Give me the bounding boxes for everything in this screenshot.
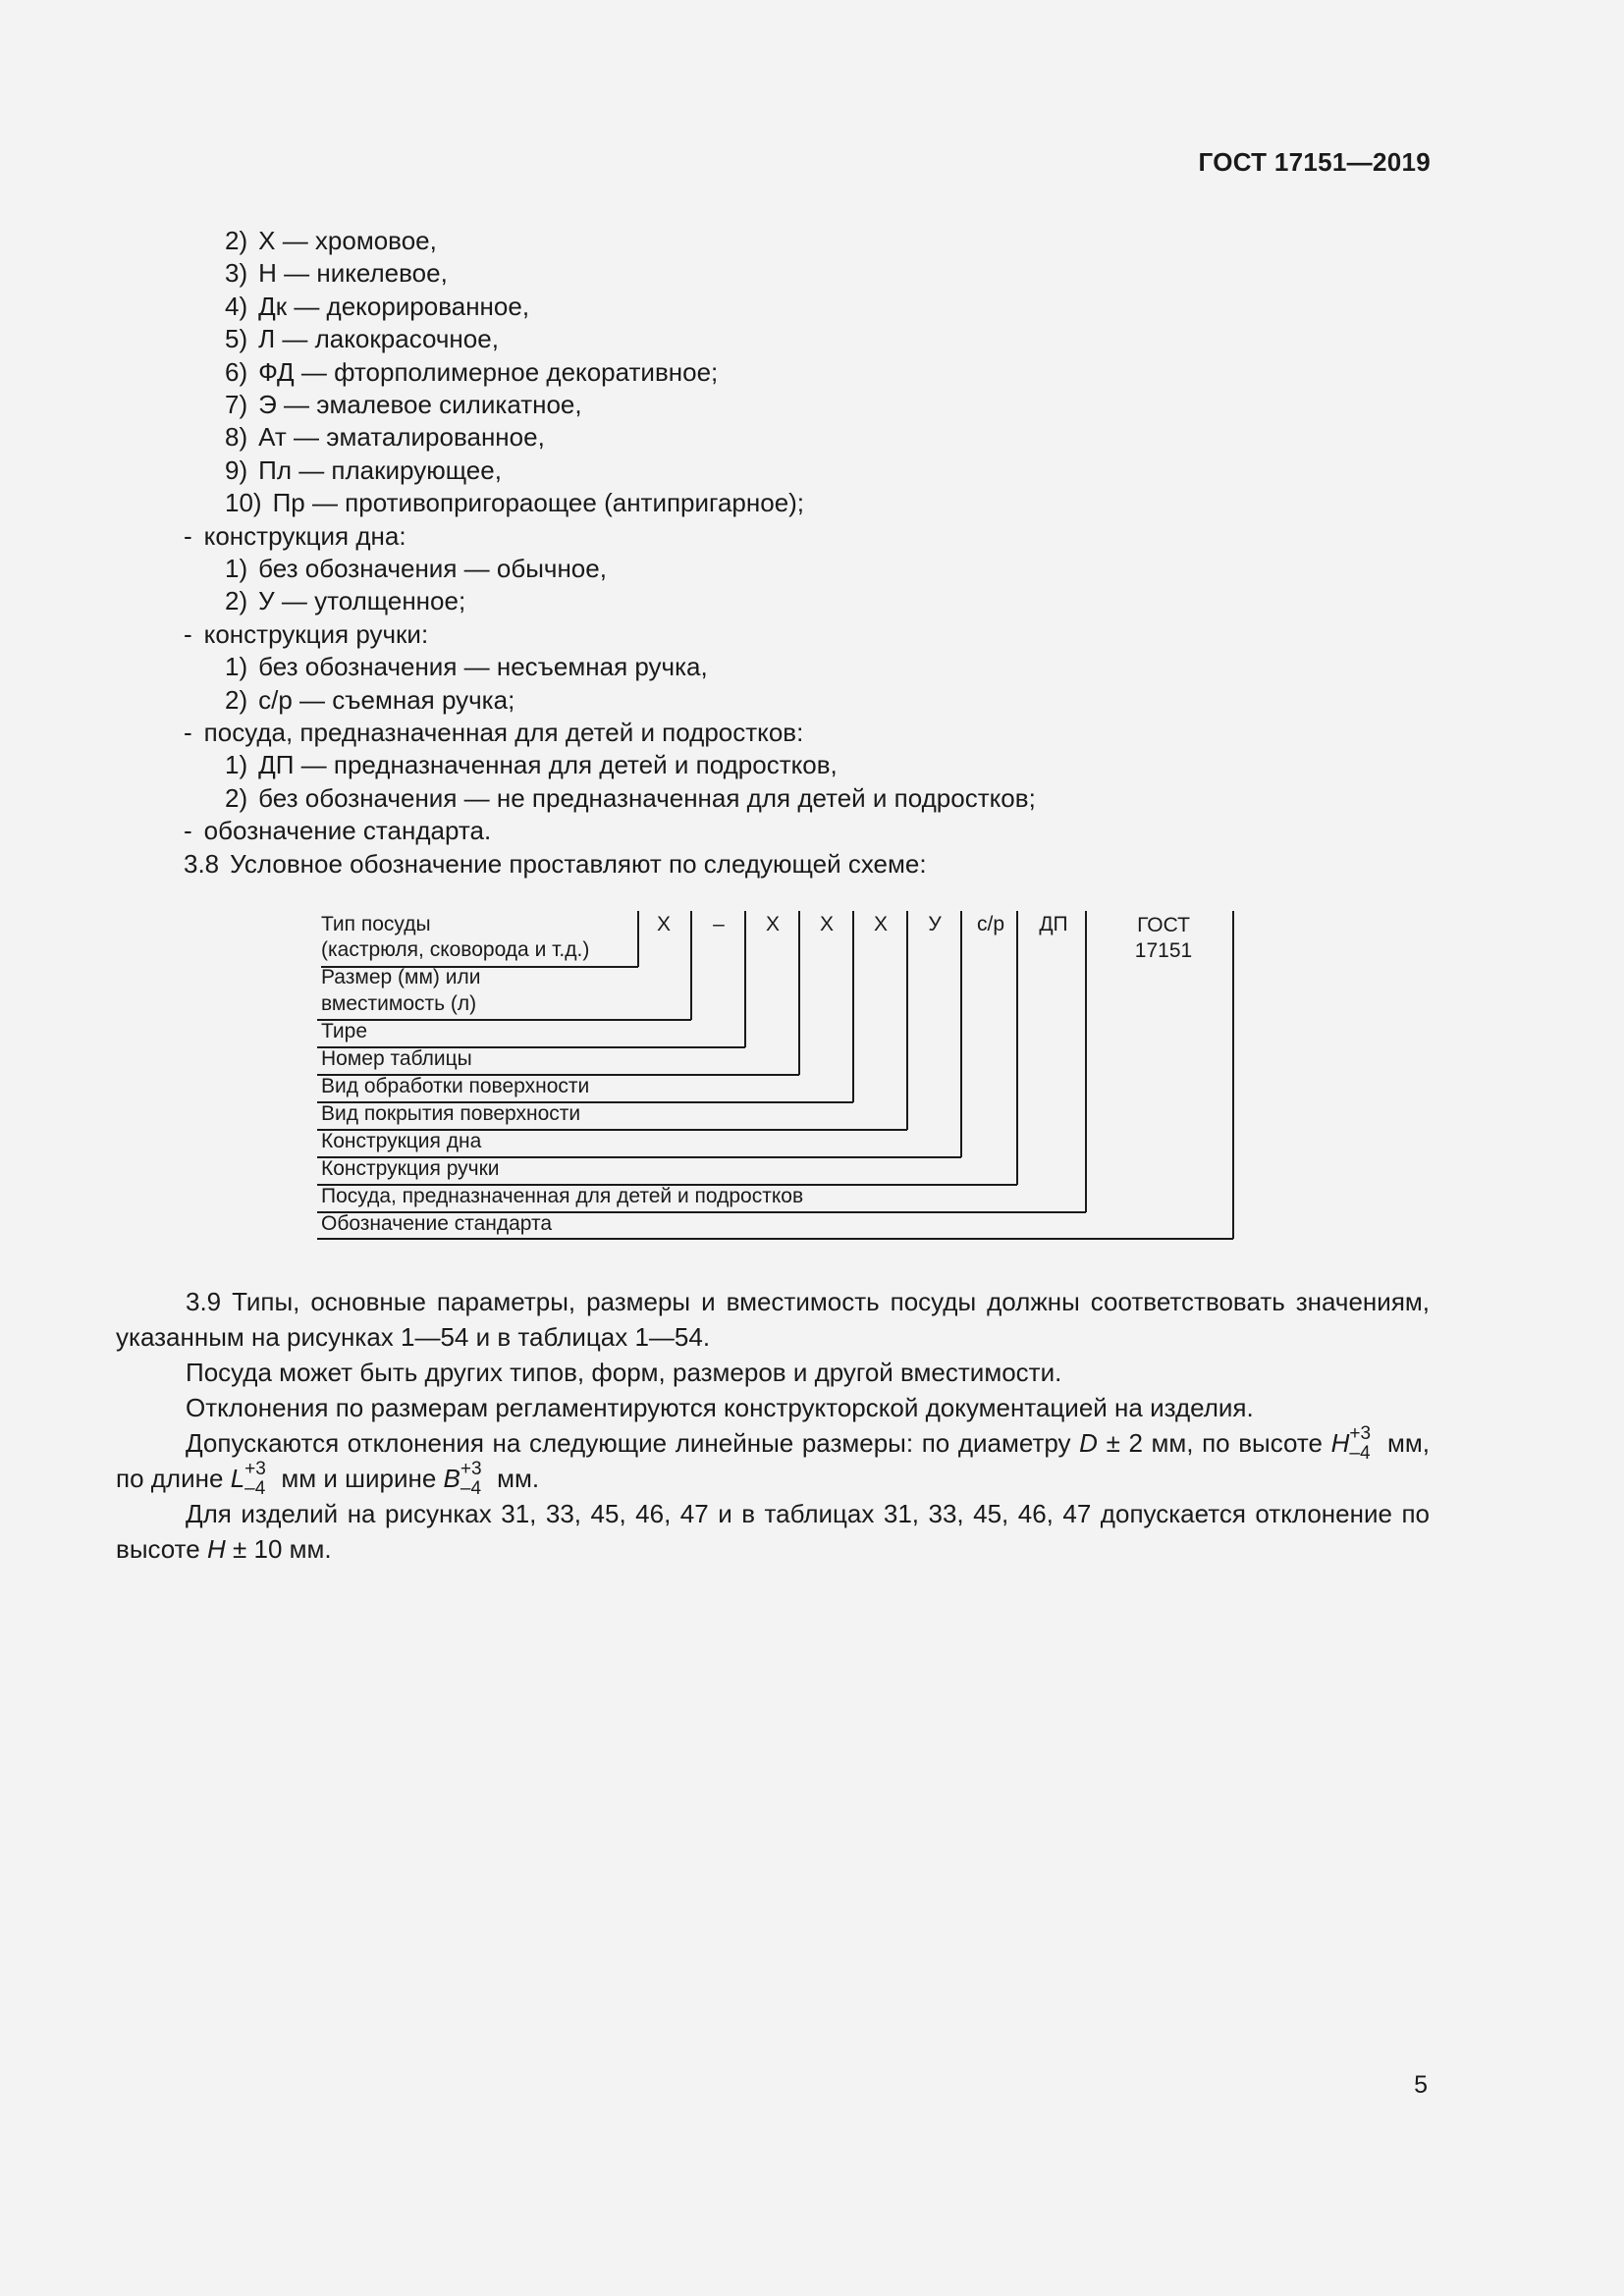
page-number: 5 bbox=[1414, 2071, 1428, 2099]
list-item bbox=[225, 292, 529, 321]
list-marker: 6) bbox=[225, 357, 248, 387]
list-marker: 2) bbox=[225, 586, 248, 615]
scheme-label: Конструкция ручки bbox=[321, 1157, 500, 1180]
list-item bbox=[225, 390, 582, 419]
scheme-label: Посуда, предназначенная для детей и подростков bbox=[321, 1185, 804, 1207]
scheme-label: Вид покрытия поверхности bbox=[321, 1102, 581, 1125]
list-item bbox=[225, 685, 514, 715]
list-text: без обозначения — не предназначенная для детей и подростков; bbox=[258, 783, 1036, 813]
list-text: У — утолщенное; bbox=[258, 586, 466, 615]
scheme-code: Х bbox=[765, 913, 780, 935]
scheme-code: ДП bbox=[1039, 913, 1068, 935]
paragraph-text: Допускаются отклонения на следующие линейные размеры: по диаметру bbox=[186, 1428, 1071, 1458]
scheme-code: с/р bbox=[976, 913, 1004, 935]
list-item bbox=[225, 750, 838, 779]
document-header: ГОСТ 17151—2019 bbox=[1198, 147, 1431, 177]
list-marker: 9) bbox=[225, 455, 248, 485]
paragraph-text: мм, по длине bbox=[116, 1428, 1430, 1493]
list-item bbox=[225, 258, 448, 288]
tol-upper: +3 bbox=[460, 1459, 482, 1479]
list-text: Н — никелевое, bbox=[258, 258, 448, 288]
scheme-label: Вид обработки поверхности bbox=[321, 1075, 590, 1097]
paragraph-tolerances bbox=[116, 1423, 1430, 1499]
list-marker: - bbox=[184, 619, 192, 649]
tolerance bbox=[1349, 1423, 1379, 1464]
list-marker: - bbox=[184, 521, 192, 551]
list-item bbox=[225, 554, 607, 583]
list-text: обозначение стандарта. bbox=[203, 816, 492, 845]
list-text: Х — хромовое, bbox=[258, 226, 437, 255]
paragraph-text: Для изделий на рисунках 31, 33, 45, 46, 47 и в таблицах 31, 33, 45, 46, 47 допускается отклонение по высоте bbox=[116, 1499, 1430, 1564]
scheme-code: У bbox=[928, 913, 942, 935]
list-marker: 7) bbox=[225, 390, 248, 419]
list-marker: 2) bbox=[225, 685, 248, 715]
symbol-h: H bbox=[207, 1534, 226, 1564]
list-marker: 1) bbox=[225, 652, 248, 681]
scheme-label: Конструкция дна bbox=[321, 1130, 482, 1152]
scheme-code: Х bbox=[873, 913, 888, 935]
list-marker: 2) bbox=[225, 783, 248, 813]
list-item bbox=[225, 422, 545, 452]
tol-lower: –4 bbox=[244, 1478, 266, 1499]
list-text: без обозначения — несъемная ручка, bbox=[258, 652, 708, 681]
scheme-gost-line1: ГОСТ bbox=[1137, 914, 1190, 936]
list-text: Дк — декорированное, bbox=[258, 292, 530, 321]
tol-upper: +3 bbox=[244, 1459, 266, 1479]
list-marker: - bbox=[184, 816, 192, 845]
scheme-code: Х bbox=[656, 913, 671, 935]
list-item bbox=[225, 586, 465, 615]
list-text: посуда, предназначенная для детей и подростков: bbox=[203, 718, 804, 747]
symbol-l: L bbox=[230, 1464, 245, 1493]
list-heading bbox=[184, 816, 491, 845]
tol-lower: –4 bbox=[1349, 1443, 1371, 1464]
list-text: Пр — противопригораощее (антипригарное); bbox=[272, 488, 805, 517]
scheme-gost-line2: 17151 bbox=[1134, 939, 1193, 962]
list-text: конструкция ручки: bbox=[203, 619, 429, 649]
list-marker: - bbox=[184, 718, 192, 747]
list-marker: 1) bbox=[225, 554, 248, 583]
paragraph-text: мм. bbox=[497, 1464, 540, 1493]
paragraph-text: мм и ширине bbox=[281, 1464, 437, 1493]
scheme-label: Номер таблицы bbox=[321, 1047, 472, 1070]
paragraph-text: Отклонения по размерам регламентируются конструкторской документацией на изделия. bbox=[186, 1393, 1254, 1422]
list-text: конструкция дна: bbox=[203, 521, 406, 551]
list-text: ДП — предназначенная для детей и подростков, bbox=[258, 750, 838, 779]
list-text: с/р — съемная ручка; bbox=[258, 685, 515, 715]
scheme-code: Х bbox=[819, 913, 834, 935]
list-marker: 3.8 bbox=[184, 849, 220, 879]
list-marker: 10) bbox=[225, 488, 262, 517]
scheme-gost bbox=[1114, 913, 1213, 964]
paragraph-text: ± 10 мм. bbox=[233, 1534, 332, 1564]
scheme-label: Тире bbox=[321, 1020, 367, 1042]
list-text: Пл — плакирующее, bbox=[258, 455, 502, 485]
symbol-b: B bbox=[443, 1464, 460, 1493]
section-heading bbox=[184, 849, 927, 879]
list-item bbox=[225, 324, 499, 353]
designation-scheme bbox=[309, 908, 1247, 1252]
list-heading bbox=[184, 619, 428, 649]
tolerance bbox=[460, 1459, 490, 1499]
paragraph bbox=[116, 1496, 1430, 1567]
list-marker: 5) bbox=[225, 324, 248, 353]
list-text: Э — эмалевое силикатное, bbox=[258, 390, 582, 419]
scheme-label: (кастрюля, сковорода и т.д.) bbox=[321, 938, 590, 961]
paragraph-text: Посуда может быть других типов, форм, размеров и другой вместимости. bbox=[186, 1358, 1062, 1387]
list-item bbox=[225, 783, 1036, 813]
paragraph bbox=[116, 1390, 1430, 1425]
list-heading bbox=[184, 521, 406, 551]
list-marker: 2) bbox=[225, 226, 248, 255]
list-text: Л — лакокрасочное, bbox=[258, 324, 499, 353]
tol-upper: +3 bbox=[1349, 1423, 1372, 1444]
paragraph-text: ± 2 мм, по высоте bbox=[1106, 1428, 1323, 1458]
list-marker: 1) bbox=[225, 750, 248, 779]
list-item bbox=[225, 652, 708, 681]
paragraph-text: 3.9 Типы, основные параметры, размеры и вместимость посуды должны соответствовать значениям, указанным на рисунках 1—54 и в таблицах 1—54. bbox=[116, 1287, 1430, 1352]
paragraph bbox=[116, 1355, 1430, 1390]
list-text: Условное обозначение проставляют по следующей схеме: bbox=[230, 849, 927, 879]
list-item bbox=[225, 226, 437, 255]
scheme-code: – bbox=[713, 913, 725, 935]
list-item bbox=[225, 357, 718, 387]
list-item bbox=[225, 488, 804, 517]
list-marker: 8) bbox=[225, 422, 248, 452]
symbol-h: H bbox=[1330, 1428, 1350, 1458]
symbol-d: D bbox=[1079, 1428, 1098, 1458]
list-marker: 4) bbox=[225, 292, 248, 321]
tolerance bbox=[244, 1459, 274, 1499]
list-text: Ат — эматалированное, bbox=[258, 422, 545, 452]
scheme-label: Размер (мм) или bbox=[321, 966, 481, 988]
scheme-label: Тип посуды bbox=[321, 913, 431, 935]
tol-lower: –4 bbox=[460, 1478, 482, 1499]
list-marker: 3) bbox=[225, 258, 248, 288]
scheme-label: вместимость (л) bbox=[321, 992, 477, 1015]
scheme-label: Обозначение стандарта bbox=[321, 1212, 553, 1235]
paragraph-3-9 bbox=[116, 1284, 1430, 1355]
list-text: без обозначения — обычное, bbox=[258, 554, 607, 583]
list-text: ФД — фторполимерное декоративное; bbox=[258, 357, 719, 387]
list-item bbox=[225, 455, 502, 485]
list-heading bbox=[184, 718, 803, 747]
